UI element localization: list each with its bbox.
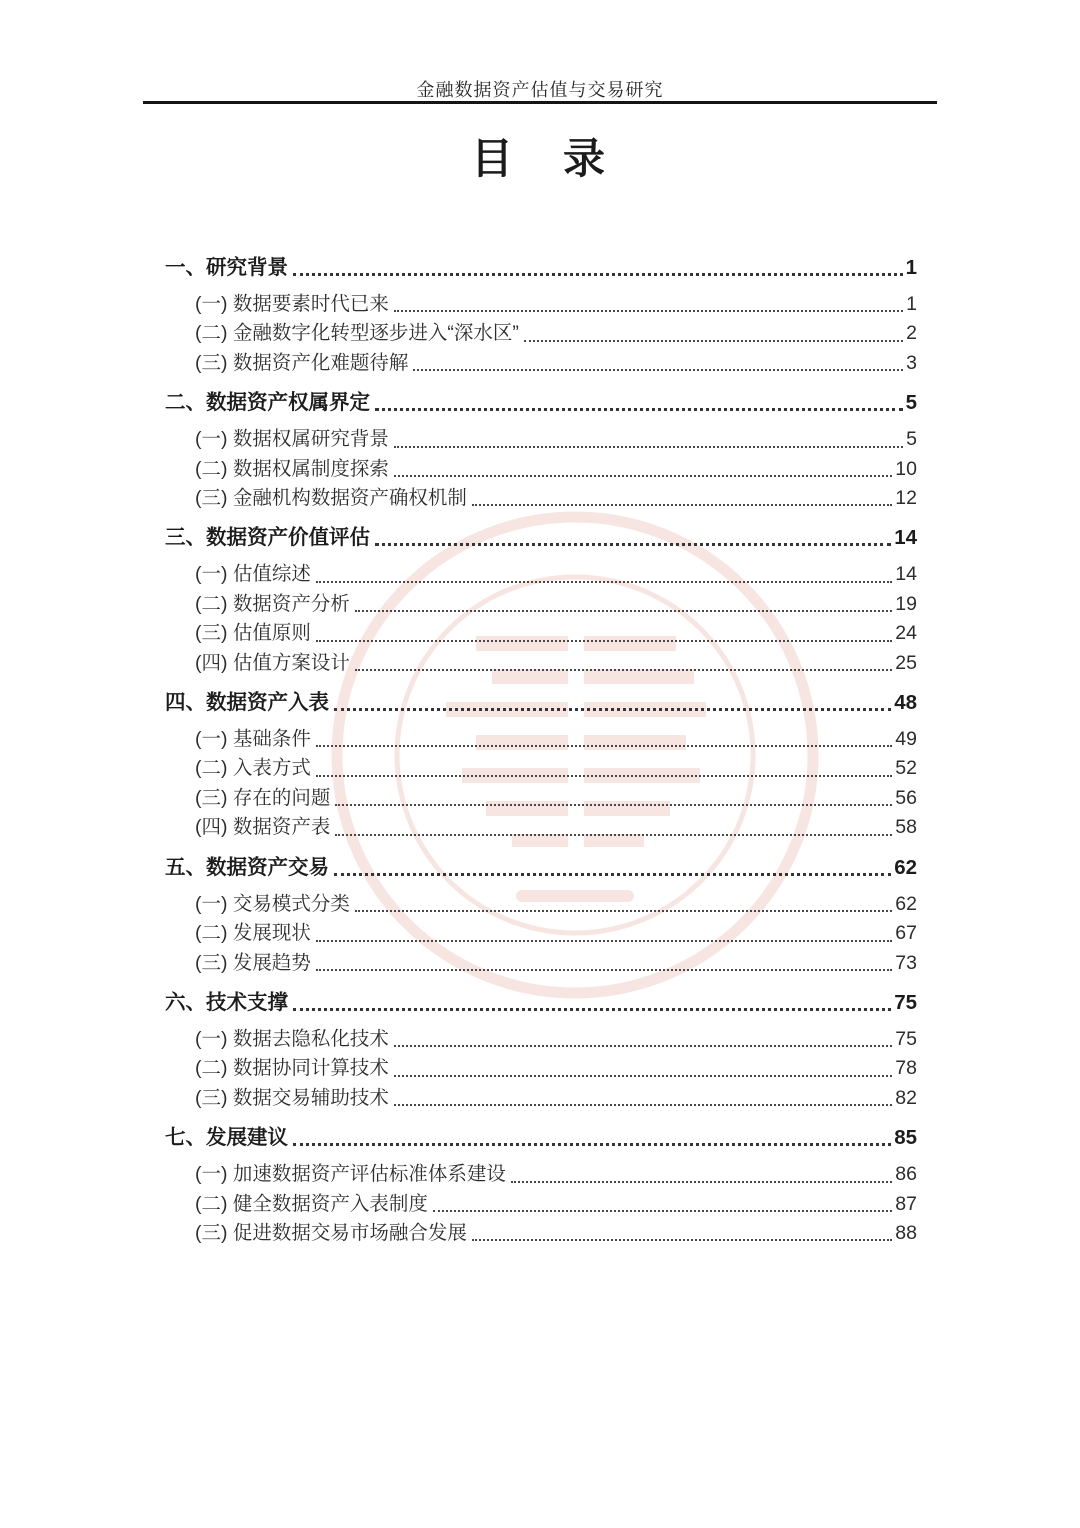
dotted-leader xyxy=(394,1104,892,1106)
toc-item-label: (二) 数据资产分析 xyxy=(195,592,350,615)
dotted-leader xyxy=(394,1045,892,1047)
toc-item-label: (二) 健全数据资产入表制度 xyxy=(195,1192,428,1215)
running-head: 金融数据资产估值与交易研究 xyxy=(416,80,664,100)
toc-item-label: (一) 数据去隐私化技术 xyxy=(195,1027,389,1050)
toc-item-label: (二) 发展现状 xyxy=(195,922,311,945)
dotted-leader xyxy=(335,834,892,836)
dotted-leader xyxy=(316,940,892,942)
page-number: 14 xyxy=(895,563,917,586)
dotted-leader xyxy=(394,1075,892,1077)
page-number: 75 xyxy=(895,1027,917,1050)
dotted-leader xyxy=(316,969,892,971)
toc-sub-entry xyxy=(165,919,917,948)
dotted-leader xyxy=(394,310,903,312)
page-number: 62 xyxy=(894,855,917,879)
toc-section-entry xyxy=(165,988,917,1018)
page-number: 48 xyxy=(894,691,917,715)
page-number: 19 xyxy=(895,592,917,615)
toc-sub-entry xyxy=(165,425,917,454)
page-number: 52 xyxy=(895,757,917,780)
toc-item-label: (四) 数据资产表 xyxy=(195,816,331,839)
toc-sub-entry xyxy=(165,813,917,842)
toc-item-label: (四) 估值方案设计 xyxy=(195,651,350,674)
page-number: 67 xyxy=(895,922,917,945)
toc-section-entry xyxy=(165,853,917,883)
toc-item-label: (三) 数据交易辅助技术 xyxy=(195,1086,389,1109)
toc-section-label: 二、数据资产权属界定 xyxy=(165,391,370,415)
dotted-leader xyxy=(316,775,892,777)
page-number: 10 xyxy=(895,457,917,480)
toc-section-label: 七、发展建议 xyxy=(165,1126,288,1150)
toc-sub-entry xyxy=(165,649,917,678)
dotted-leader xyxy=(413,369,903,371)
toc-item-label: (三) 数据资产化难题待解 xyxy=(195,351,409,374)
page-number: 56 xyxy=(895,786,917,809)
dotted-leader xyxy=(511,1181,892,1183)
dotted-leader xyxy=(316,745,892,747)
page-number: 14 xyxy=(894,526,917,550)
toc-item-label: (二) 金融数字化转型逐步进入“深水区” xyxy=(195,322,519,345)
page-number: 82 xyxy=(895,1086,917,1109)
toc-sub-entry xyxy=(165,1219,917,1248)
dotted-leader xyxy=(293,1143,891,1146)
toc-sub-entry xyxy=(165,890,917,919)
toc-sub-entry xyxy=(165,455,917,484)
toc-title: 目 录 xyxy=(470,135,609,182)
toc-sub-entry xyxy=(165,590,917,619)
toc-sub-entry xyxy=(165,1054,917,1083)
page-number: 73 xyxy=(895,951,917,974)
page-number: 25 xyxy=(895,651,917,674)
dotted-leader xyxy=(334,708,891,711)
toc-sub-entry xyxy=(165,1190,917,1219)
toc-sub-entry xyxy=(165,1025,917,1054)
dotted-leader xyxy=(524,340,903,342)
page-number: 5 xyxy=(906,428,917,451)
toc-item-label: (三) 金融机构数据资产确权机制 xyxy=(195,487,467,510)
toc-section-entry xyxy=(165,388,917,418)
toc-item-label: (二) 数据权属制度探索 xyxy=(195,457,389,480)
toc-item-label: (二) 数据协同计算技术 xyxy=(195,1057,389,1080)
page-number: 3 xyxy=(906,351,917,374)
toc-item-label: (一) 数据要素时代已来 xyxy=(195,293,389,315)
page-number: 86 xyxy=(895,1163,917,1186)
toc-sub-entry xyxy=(165,290,917,319)
toc-section-label: 六、技术支撑 xyxy=(165,990,288,1014)
dotted-leader xyxy=(293,273,903,276)
toc-item-label: (三) 发展趋势 xyxy=(195,951,311,974)
toc-sub-entry xyxy=(165,1084,917,1113)
page-number: 1 xyxy=(906,293,917,315)
toc-section-entry xyxy=(165,688,917,718)
dotted-leader xyxy=(355,610,892,612)
toc-sub-entry xyxy=(165,560,917,589)
toc-sub-entry xyxy=(165,319,917,348)
toc-section-label: 五、数据资产交易 xyxy=(165,855,329,879)
header-rule xyxy=(143,101,937,104)
toc-section-label: 三、数据资产价值评估 xyxy=(165,526,370,550)
toc-section-entry xyxy=(165,253,917,283)
dotted-leader xyxy=(355,910,892,912)
page-number: 12 xyxy=(895,487,917,510)
dotted-leader xyxy=(335,804,892,806)
toc-item-label: (一) 估值综述 xyxy=(195,563,311,586)
page-number: 78 xyxy=(895,1057,917,1080)
dotted-leader xyxy=(472,504,892,506)
page-number: 88 xyxy=(895,1221,917,1244)
toc-item-label: (一) 基础条件 xyxy=(195,728,311,751)
dotted-leader xyxy=(394,475,892,477)
page-number: 58 xyxy=(895,816,917,839)
toc-item-label: (三) 估值原则 xyxy=(195,622,311,645)
toc-list xyxy=(165,243,917,1248)
toc-sub-entry xyxy=(165,1160,917,1189)
dotted-leader xyxy=(394,446,903,448)
page-number: 49 xyxy=(895,728,917,751)
toc-sub-entry xyxy=(165,484,917,513)
dotted-leader xyxy=(334,873,891,876)
toc-sub-entry xyxy=(165,619,917,648)
toc-sub-entry xyxy=(165,949,917,978)
toc-section-entry xyxy=(165,1123,917,1153)
toc-item-label: (二) 入表方式 xyxy=(195,757,311,780)
toc-sub-entry xyxy=(165,784,917,813)
toc-section-label: 四、数据资产入表 xyxy=(165,691,329,715)
page-number: 62 xyxy=(895,892,917,915)
toc-sub-entry xyxy=(165,754,917,783)
dotted-leader xyxy=(375,543,891,546)
page-number: 5 xyxy=(905,391,917,415)
toc-item-label: (一) 数据权属研究背景 xyxy=(195,428,389,451)
dotted-leader xyxy=(433,1210,892,1212)
dotted-leader xyxy=(316,581,892,583)
toc-section-entry xyxy=(165,523,917,553)
toc-item-label: (一) 交易模式分类 xyxy=(195,892,350,915)
dotted-leader xyxy=(293,1008,891,1011)
toc-section-label: 一、研究背景 xyxy=(165,256,288,279)
toc-sub-entry xyxy=(165,725,917,754)
page-number: 24 xyxy=(895,622,917,645)
page-number: 2 xyxy=(906,322,917,345)
toc-sub-entry xyxy=(165,349,917,378)
toc-item-label: (一) 加速数据资产评估标准体系建设 xyxy=(195,1163,506,1186)
toc-item-label: (三) 存在的问题 xyxy=(195,786,331,809)
toc-item-label: (三) 促进数据交易市场融合发展 xyxy=(195,1221,467,1244)
page-number: 85 xyxy=(894,1126,917,1150)
page-number: 1 xyxy=(905,256,917,279)
dotted-leader xyxy=(472,1239,892,1241)
page-number: 87 xyxy=(895,1192,917,1215)
dotted-leader xyxy=(375,408,903,411)
dotted-leader xyxy=(355,669,892,671)
dotted-leader xyxy=(316,640,892,642)
page-number: 75 xyxy=(894,990,917,1014)
